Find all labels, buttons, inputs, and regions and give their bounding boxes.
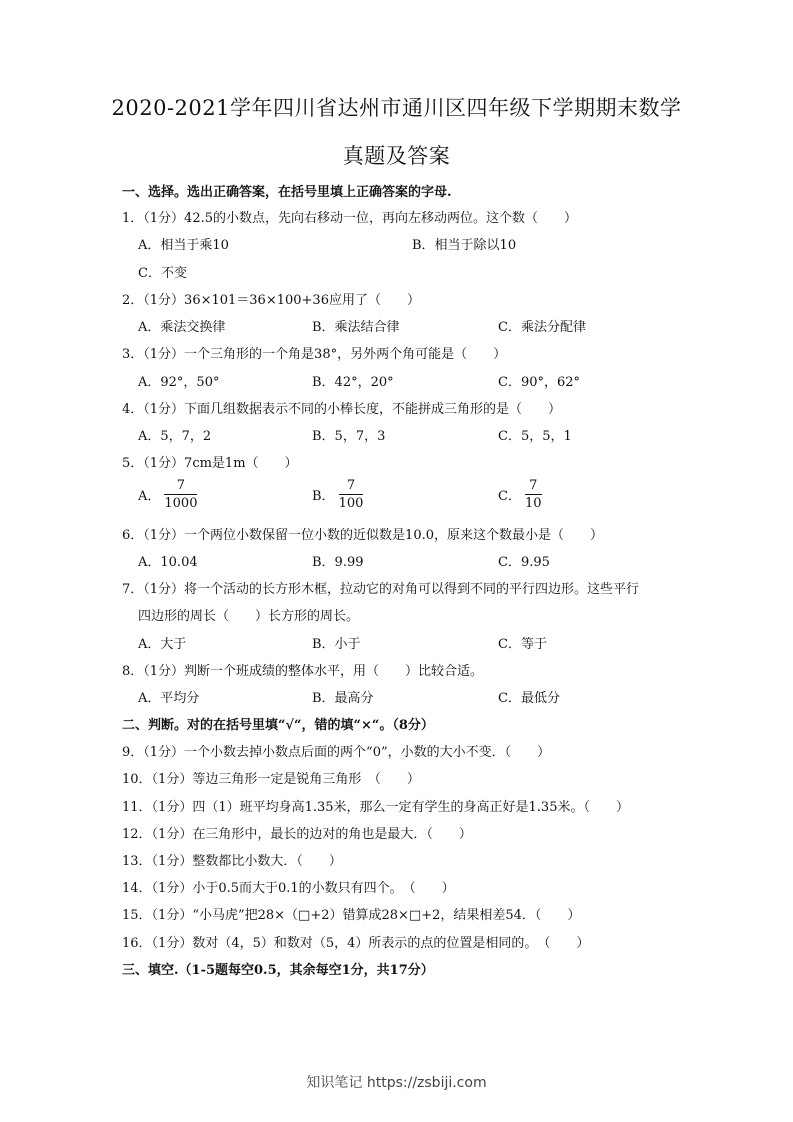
q5-option-b-label: B． (312, 489, 335, 504)
question-13: 13．（1分）整数都比小数大．（ ） (122, 854, 342, 869)
q4-option-b: B．5，7，3 (312, 429, 386, 444)
q3-option-c: C．90°，62° (498, 375, 581, 390)
question-12: 12．（1分）在三角形中，最长的边对的角也是最大．（ ） (122, 827, 472, 842)
q8-option-a: A．平均分 (138, 691, 200, 706)
question-9: 9．（1分）一个小数去掉小数点后面的两个“0”，小数的大小不变．（ ） (122, 745, 551, 760)
q5-option-b-denominator: 100 (338, 496, 364, 511)
q5-option-a-denominator: 1000 (164, 496, 198, 511)
q3-option-b: B．42°，20° (312, 375, 394, 390)
question-2: 2．（1分）36×101＝36×100+36应用了（ ） (122, 293, 420, 308)
question-8: 8．（1分）判断一个班成绩的整体水平，用（ ）比较合适。 (122, 664, 484, 679)
q5-option-a-label: A． (138, 489, 161, 504)
question-15: 15．（1分）“小马虎”把28×（□+2）错算成28×□+2，结果相差54．（ ） (122, 908, 581, 923)
question-4: 4．（1分）下面几组数据表示不同的小棒长度，不能拼成三角形的是（ ） (122, 402, 562, 417)
q5-option-c-numerator: 7 (525, 478, 542, 495)
document-title-line2: 真题及答案 (342, 144, 451, 168)
q2-option-a: A．乘法交换律 (138, 320, 226, 335)
q5-option-a-numerator: 7 (164, 478, 197, 495)
q2-option-b: B．乘法结合律 (312, 320, 400, 335)
question-3: 3．（1分）一个三角形的一个角是38°，另外两个角可能是（ ） (122, 347, 507, 362)
section3-heading: 三、填空.（1-5题每空0.5，其余每空1分，共17分） (122, 963, 434, 978)
section1-heading: 一、选择。选出正确答案，在括号里填上正确答案的字母. (122, 185, 452, 200)
q4-option-a: A．5，7，2 (138, 429, 212, 444)
q7-option-a: A．大于 (138, 637, 187, 652)
q1-option-c: C．不变 (138, 266, 187, 281)
footer-watermark: 知识笔记 https://zsbiji.com (306, 1075, 487, 1091)
q5-option-c-denominator: 10 (524, 496, 542, 511)
q6-option-a: A．10.04 (138, 555, 198, 570)
document-title-line1: 2020-2021学年四川省达州市通川区四年级下学期期末数学 (111, 96, 682, 120)
question-11: 11．（1分）四（1）班平均身高1.35米，那么一定有学生的身高正好是1.35米。（ ） (122, 800, 629, 815)
q4-option-c: C．5，5，1 (498, 429, 572, 444)
q5-option-b-numerator: 7 (339, 478, 364, 495)
question-1: 1．（1分）42.5的小数点，先向右移动一位，再向左移动两位。这个数（ ） (122, 211, 577, 226)
question-14: 14．（1分）小于0.5而大于0.1的小数只有四个。 （ ） (122, 881, 455, 896)
q6-option-c: C．9.95 (498, 555, 550, 570)
question-16: 16．（1分）数对（4，5）和数对（5，4）所表示的点的位置是相同的。 （ ） (122, 936, 590, 951)
question-7-line2: 四边形的周长（ ）长方形的周长。 (138, 609, 360, 624)
question-6: 6．（1分）一个两位小数保留一位小数的近似数是10.0，原来这个数最小是（ ） (122, 528, 603, 543)
q5-option-c (498, 478, 542, 511)
q8-option-b: B．最高分 (312, 691, 374, 706)
q5-option-b (312, 478, 363, 511)
q5-option-a (138, 478, 197, 511)
question-5: 5．（1分）7cm是1m（ ） (122, 456, 298, 471)
section2-heading: 二、判断。对的在括号里填“√“，错的填“×“。（8分） (122, 718, 434, 733)
q1-option-b: B．相当于除以10 (412, 238, 517, 253)
question-7-line1: 7．（1分）将一个活动的长方形木框，拉动它的对角可以得到不同的平行四边形。这些平行 (122, 582, 640, 597)
q5-option-c-label: C． (498, 489, 521, 504)
q6-option-b: B．9.99 (312, 555, 364, 570)
q2-option-c: C．乘法分配律 (498, 320, 586, 335)
q7-option-c: C．等于 (498, 637, 547, 652)
q3-option-a: A．92°，50° (138, 375, 220, 390)
q1-option-a: A．相当于乘10 (138, 238, 229, 253)
q7-option-b: B．小于 (312, 637, 361, 652)
q8-option-c: C．最低分 (498, 691, 560, 706)
question-10: 10．（1分）等边三角形一定是锐角三角形 （ ） (122, 772, 420, 787)
